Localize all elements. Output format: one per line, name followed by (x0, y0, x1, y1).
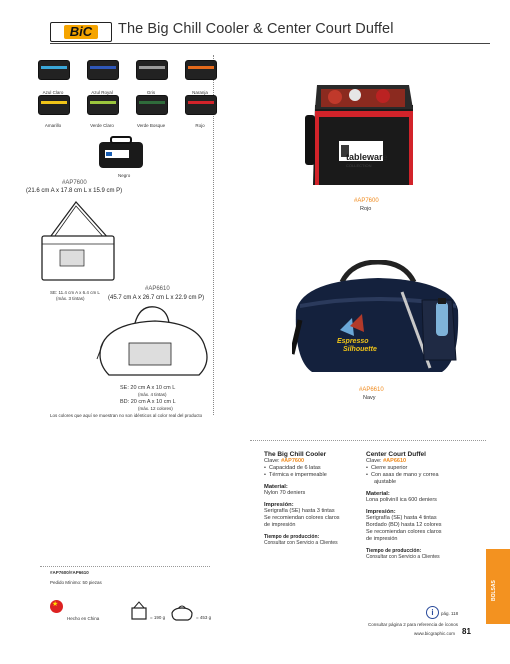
section-tab-label: BOLSAS (491, 580, 497, 601)
duffel-logo-sub: Silhouette (343, 346, 377, 353)
material-value: Nylon 70 deniers (264, 490, 306, 496)
duffel-line-drawing (95, 303, 215, 381)
swatch-label: Naranja (192, 90, 208, 95)
footer-divider (40, 566, 210, 567)
cooler-weight-icon (130, 600, 148, 620)
footer-skus: #AP7600/#AP6610 (50, 570, 89, 575)
feature: Con asas de mano y correa (370, 472, 439, 478)
duffel-weight-icon (170, 603, 194, 621)
impresion-line: Serigrafía (SE) hasta 3 tintas (264, 508, 335, 514)
impresion-line: de impresión (264, 522, 296, 528)
page-ref: pág. 118 (441, 611, 459, 616)
swatch-label: Azul Royal (91, 90, 113, 95)
swatch-azul-royal (87, 60, 119, 80)
website-url[interactable]: www.bicgraphic.com (414, 631, 456, 636)
pedido-minimo: Pedido Mínimo: 50 piezas (50, 580, 102, 585)
duffel-weight: = 453 g (196, 615, 212, 620)
swatch-amarillo (38, 95, 70, 115)
duffel-sku: #AP6610 (145, 286, 170, 292)
clave-label: Clave: (264, 458, 282, 464)
cooler-logo-sub: COLLECTION (346, 163, 372, 168)
feature: Capacidad de 6 latas (268, 465, 321, 471)
tiempo-value: Consultar con Servicio a Clientes (366, 554, 440, 560)
cooler-clave: #AP7600 (281, 458, 305, 464)
navy-duffel-color: Navy (363, 395, 376, 401)
page-number: 81 (462, 627, 471, 636)
info-icon: i (426, 606, 439, 619)
impresion-heading: Impresión: (366, 509, 396, 515)
spec-divider (250, 440, 486, 441)
tiempo-heading: Tiempo de producción: (264, 534, 320, 540)
cooler-line-drawing (36, 196, 120, 284)
cooler-sku: #AP7600 (62, 180, 87, 186)
cooler-logo-text: tableware (346, 152, 388, 162)
swatch-label: Verde Bosque (136, 123, 166, 128)
cooler-weight: = 190 g (150, 615, 166, 620)
feature: ajustable (374, 479, 397, 485)
duffel-dims: (45.7 cm A x 26.7 cm L x 22.9 cm P) (108, 295, 205, 301)
icon-reference-note: Consultar página 2 para referencia de íconos (368, 622, 459, 627)
impresion-line: Bordado (BD) hasta 12 colores (366, 522, 442, 528)
tiempo-value: Consultar con Servicio a Clientes (264, 540, 338, 546)
swatch-verde-claro (87, 95, 119, 115)
impresion-line: Serigrafía (SE) hasta 4 tintas (366, 515, 437, 521)
swatch-label: Amarillo (44, 123, 62, 128)
cooler-imprint-note: (máx. 3 tintas) (56, 296, 85, 301)
duffel-bd-note: (máx. 12 colores) (138, 406, 173, 411)
title-divider (50, 43, 490, 44)
impresion-line: Se recomiendan colores claros (264, 515, 340, 521)
red-cooler-photo (305, 75, 423, 193)
made-in-label: Hecho en China (67, 616, 100, 621)
swatch-row-1 (36, 60, 206, 95)
swatch-label: Gris (146, 90, 156, 95)
cooler-imprint-area: SE: 11.4 cm A x 6.4 cm L (50, 290, 100, 295)
duffel-se-note: (máx. 4 tintas) (138, 392, 167, 397)
feature: Cierre superior (370, 465, 408, 471)
swatch-azul-claro (38, 60, 70, 80)
cooler-dims: (21.6 cm A x 17.8 cm L x 15.9 cm P) (26, 188, 123, 194)
duffel-bd-area: BD: 20 cm A x 10 cm L (120, 399, 176, 405)
china-flag-icon (50, 600, 63, 613)
swatch-naranja (185, 60, 217, 80)
impresion-line: Se recomiendan colores claros (366, 529, 442, 535)
navy-duffel-photo (292, 260, 464, 380)
tiempo-heading: Tiempo de producción: (366, 548, 422, 554)
duffel-clave: #AP6610 (383, 458, 407, 464)
duffel-specs: Center Court Duffel Clave: #AP6610 • Cierre superior • Con asas de mano y correa ajustable Material: Lona poliviníl ica 600 deniers Impresión: Serigrafía (SE) hasta 4 tintas Bordado (BD) hasta 12 colores Se recomiendan colores claros de impresión Tiempo de producción: Consultar con Servicio a Clientes (366, 451, 476, 561)
cooler-spec-title: The Big Chill Cooler (264, 451, 327, 458)
color-disclaimer: Los colores que aquí se muestran no son idénticos al color real del producto (50, 413, 203, 418)
swatch-row-2 (36, 95, 206, 128)
duffel-spec-title: Center Court Duffel (366, 451, 426, 458)
duffel-logo-text: Espresso (337, 338, 369, 345)
navy-duffel-sku: #AP6610 (359, 387, 384, 393)
bic-logo-text: BiC (64, 25, 98, 39)
swatch-rojo (185, 95, 217, 115)
black-cooler-thumb (95, 136, 147, 170)
feature: Térmica e impermeable (268, 472, 327, 478)
page-title: The Big Chill Cooler & Center Court Duffel (118, 21, 394, 37)
duffel-se-area: SE: 20 cm A x 10 cm L (120, 385, 176, 391)
impresion-line: de impresión (366, 536, 398, 542)
impresion-heading: Impresión: (264, 502, 294, 508)
material-value: Lona poliviníl ica 600 deniers (366, 497, 437, 503)
swatch-gris (136, 60, 168, 80)
material-heading: Material: (366, 491, 390, 497)
swatch-verde-bosque (136, 95, 168, 115)
material-heading: Material: (264, 484, 288, 490)
section-tab[interactable] (486, 549, 510, 624)
red-cooler-sku: #AP7600 (354, 198, 379, 204)
cooler-specs: The Big Chill Cooler Clave: #AP7600 • Capacidad de 6 latas • Térmica e impermeable Material: Nylon 70 deniers Impresión: Serigrafía (SE) hasta 3 tintas Se recomiendan colores claros de impresión Tiempo de producción: Consultar con Servicio a Clientes (264, 451, 360, 547)
black-label: Negro (118, 173, 131, 178)
red-cooler-color: Rojo (360, 206, 372, 212)
swatch-label: Rojo (195, 123, 205, 128)
swatch-label: Azul Claro (42, 90, 64, 95)
bic-logo (50, 22, 112, 42)
clave-label: Clave: (366, 458, 384, 464)
swatch-label: Verde Claro (90, 123, 114, 128)
